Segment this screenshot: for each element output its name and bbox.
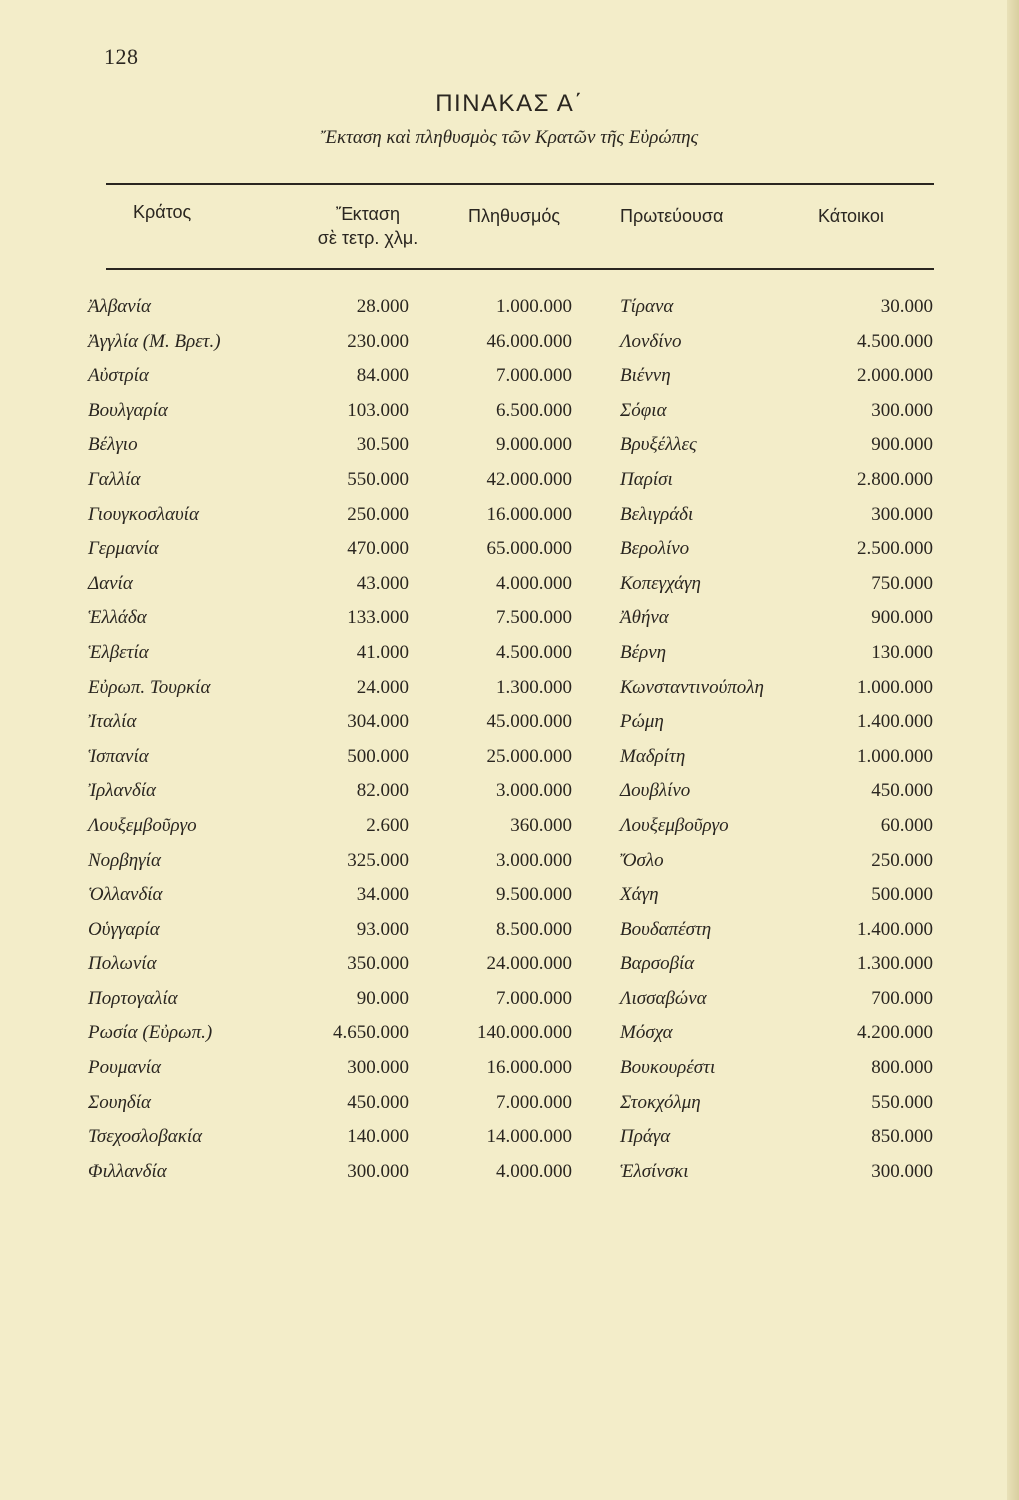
- cell-state: Ἱσπανία: [88, 745, 149, 767]
- cell-inhabitants: 60.000: [880, 814, 933, 836]
- cell-state: Ρωσία (Εὐρωπ.): [88, 1022, 213, 1044]
- cell-state: Βέλγιο: [88, 434, 138, 456]
- cell-inhabitants: 4.500.000: [857, 330, 933, 352]
- cell-area: 350.000: [347, 953, 409, 975]
- table-row: [0, 1161, 1019, 1196]
- header-inhabitants: Κάτοικοι: [818, 206, 884, 226]
- cell-state: Ἑλλάδα: [88, 607, 147, 629]
- cell-inhabitants: 900.000: [871, 434, 933, 456]
- cell-area: 325.000: [347, 849, 409, 871]
- cell-inhabitants: 2.000.000: [857, 365, 933, 387]
- cell-area: 450.000: [347, 1091, 409, 1113]
- cell-area: 230.000: [347, 330, 409, 352]
- cell-state: Γερμανία: [88, 538, 159, 560]
- header-capital: Πρωτεύουσα: [620, 206, 724, 226]
- cell-area: 93.000: [356, 918, 409, 940]
- header-rule: [106, 268, 934, 270]
- table-row: [0, 434, 1019, 469]
- table-body: [0, 296, 1019, 1195]
- cell-area: 470.000: [347, 538, 409, 560]
- header-area-line2: σὲ τετρ. χλμ.: [317, 228, 419, 248]
- table-row: [0, 296, 1019, 331]
- table-row: [0, 711, 1019, 746]
- table-row: [0, 573, 1019, 608]
- cell-inhabitants: 300.000: [871, 503, 933, 525]
- cell-population: 65.000.000: [486, 538, 572, 560]
- cell-state: Βουλγαρία: [88, 399, 168, 421]
- cell-area: 90.000: [356, 987, 409, 1009]
- cell-population: 25.000.000: [486, 745, 572, 767]
- table-row: [0, 504, 1019, 539]
- cell-population: 45.000.000: [486, 711, 572, 733]
- cell-population: 9.000.000: [496, 434, 572, 456]
- table-row: [0, 988, 1019, 1023]
- cell-area: 28.000: [356, 296, 409, 317]
- cell-capital: Τίρανα: [620, 296, 674, 317]
- cell-inhabitants: 2.800.000: [857, 468, 933, 490]
- cell-population: 1.300.000: [496, 676, 572, 698]
- cell-state: Οὑγγαρία: [88, 918, 160, 940]
- table-row: [0, 746, 1019, 781]
- cell-inhabitants: 500.000: [871, 884, 933, 906]
- cell-area: 2.600: [366, 814, 409, 836]
- cell-inhabitants: 130.000: [871, 641, 933, 663]
- cell-inhabitants: 1.000.000: [857, 676, 933, 698]
- cell-area: 41.000: [356, 641, 409, 663]
- cell-state: Πολωνία: [88, 953, 157, 975]
- cell-capital: Ὄσλο: [620, 849, 664, 871]
- table-row: [0, 919, 1019, 954]
- cell-area: 250.000: [347, 503, 409, 525]
- cell-area: 304.000: [347, 711, 409, 733]
- cell-inhabitants: 700.000: [871, 987, 933, 1009]
- table-row: [0, 400, 1019, 435]
- table-row: [0, 677, 1019, 712]
- cell-capital: Μαδρίτη: [620, 745, 686, 767]
- table-row: [0, 780, 1019, 815]
- cell-area: 34.000: [356, 884, 409, 906]
- cell-population: 9.500.000: [496, 884, 572, 906]
- header-area: [288, 202, 448, 250]
- table-row: [0, 953, 1019, 988]
- cell-population: 24.000.000: [486, 953, 572, 975]
- table-row: [0, 607, 1019, 642]
- cell-inhabitants: 30.000: [880, 296, 933, 317]
- table-row: [0, 1057, 1019, 1092]
- cell-state: Πορτογαλία: [88, 987, 178, 1009]
- cell-inhabitants: 1.300.000: [857, 953, 933, 975]
- cell-area: 300.000: [347, 1057, 409, 1079]
- table-row: [0, 469, 1019, 504]
- cell-population: 3.000.000: [496, 849, 572, 871]
- cell-inhabitants: 550.000: [871, 1091, 933, 1113]
- cell-population: 42.000.000: [486, 468, 572, 490]
- cell-population: 4.000.000: [496, 1160, 572, 1182]
- cell-capital: Ἑλσίνσκι: [620, 1160, 689, 1182]
- cell-population: 360.000: [510, 814, 572, 836]
- cell-inhabitants: 2.500.000: [857, 538, 933, 560]
- cell-state: Αὐστρία: [88, 365, 149, 387]
- cell-population: 6.500.000: [496, 399, 572, 421]
- cell-capital: Βελιγράδι: [620, 503, 694, 525]
- header-population: Πληθυσμός: [468, 206, 561, 226]
- cell-area: 300.000: [347, 1160, 409, 1182]
- cell-state: Δανία: [88, 572, 133, 594]
- top-rule: [106, 183, 934, 185]
- cell-state: Εὐρωπ. Τουρκία: [88, 676, 211, 698]
- cell-area: 500.000: [347, 745, 409, 767]
- cell-population: 7.000.000: [496, 1091, 572, 1113]
- cell-capital: Βουδαπέστη: [620, 918, 712, 940]
- table-row: [0, 815, 1019, 850]
- cell-population: 4.000.000: [496, 572, 572, 594]
- cell-inhabitants: 4.200.000: [857, 1022, 933, 1044]
- cell-capital: Δουβλίνο: [620, 780, 691, 802]
- cell-inhabitants: 300.000: [871, 1160, 933, 1182]
- cell-capital: Στοκχόλμη: [620, 1091, 701, 1113]
- cell-inhabitants: 1.400.000: [857, 918, 933, 940]
- cell-population: 7.500.000: [496, 607, 572, 629]
- cell-capital: Λονδίνο: [620, 330, 682, 352]
- cell-inhabitants: 900.000: [871, 607, 933, 629]
- cell-state: Ἰρλανδία: [88, 780, 157, 802]
- table-row: [0, 850, 1019, 885]
- cell-inhabitants: 800.000: [871, 1057, 933, 1079]
- cell-capital: Μόσχα: [620, 1022, 673, 1044]
- cell-area: 4.650.000: [333, 1022, 409, 1044]
- cell-state: Ρουμανία: [88, 1057, 162, 1079]
- table-row: [0, 884, 1019, 919]
- cell-inhabitants: 250.000: [871, 849, 933, 871]
- cell-state: Ἰταλία: [88, 711, 137, 733]
- cell-area: 103.000: [347, 399, 409, 421]
- cell-population: 140.000.000: [477, 1022, 572, 1044]
- cell-capital: Πράγα: [620, 1126, 671, 1148]
- cell-inhabitants: 1.000.000: [857, 745, 933, 767]
- cell-state: Ὁλλανδία: [88, 884, 163, 906]
- cell-state: Γιουγκοσλαυία: [88, 503, 199, 525]
- cell-population: 7.000.000: [496, 987, 572, 1009]
- table-row: [0, 1126, 1019, 1161]
- cell-capital: Βερολίνο: [620, 538, 690, 560]
- table-title: ΠΙΝΑΚΑΣ Α΄: [435, 90, 584, 117]
- cell-state: Νορβηγία: [88, 849, 161, 871]
- cell-population: 16.000.000: [486, 1057, 572, 1079]
- cell-state: Σουηδία: [88, 1091, 152, 1113]
- cell-capital: Βέρνη: [620, 641, 667, 663]
- table-row: [0, 365, 1019, 400]
- cell-population: 4.500.000: [496, 641, 572, 663]
- table-row: [0, 642, 1019, 677]
- cell-state: Λουξεμβοῦργο: [88, 814, 197, 836]
- page-number: 128: [104, 44, 139, 69]
- cell-capital: Παρίσι: [620, 468, 673, 490]
- table-row: [0, 1022, 1019, 1057]
- cell-capital: Ρώμη: [620, 711, 664, 733]
- cell-capital: Σόφια: [620, 399, 667, 421]
- cell-area: 140.000: [347, 1126, 409, 1148]
- cell-area: 84.000: [356, 365, 409, 387]
- cell-capital: Βιέννη: [620, 365, 671, 387]
- header-state: Κράτος: [133, 202, 192, 222]
- cell-capital: Ἀθήνα: [620, 607, 669, 629]
- cell-state: Ἀγγλία (Μ. Βρετ.): [88, 330, 221, 352]
- cell-capital: Λουξεμβοῦργο: [620, 814, 729, 836]
- cell-population: 16.000.000: [486, 503, 572, 525]
- cell-capital: Βρυξέλλες: [620, 434, 697, 456]
- cell-capital: Βαρσοβία: [620, 953, 695, 975]
- cell-capital: Κωνσταντινούπολη: [620, 676, 764, 698]
- cell-state: Τσεχοσλοβακία: [88, 1126, 203, 1148]
- cell-inhabitants: 300.000: [871, 399, 933, 421]
- cell-population: 1.000.000: [496, 296, 572, 317]
- cell-state: Γαλλία: [88, 468, 141, 490]
- cell-capital: Βουκουρέστι: [620, 1057, 716, 1079]
- table-header: [0, 200, 1019, 264]
- cell-state: Φιλλανδία: [88, 1160, 167, 1182]
- cell-inhabitants: 450.000: [871, 780, 933, 802]
- cell-population: 46.000.000: [486, 330, 572, 352]
- cell-capital: Κοπεγχάγη: [620, 572, 701, 594]
- table-row: [0, 1092, 1019, 1127]
- cell-population: 7.000.000: [496, 365, 572, 387]
- table-row: [0, 538, 1019, 573]
- cell-inhabitants: 750.000: [871, 572, 933, 594]
- cell-capital: Λισσαβώνα: [620, 987, 707, 1009]
- cell-area: 30.500: [356, 434, 409, 456]
- cell-area: 550.000: [347, 468, 409, 490]
- table-row: [0, 331, 1019, 366]
- cell-area: 24.000: [356, 676, 409, 698]
- cell-inhabitants: 850.000: [871, 1126, 933, 1148]
- header-area-line1: Ἔκταση: [335, 204, 401, 224]
- cell-area: 133.000: [347, 607, 409, 629]
- cell-population: 8.500.000: [496, 918, 572, 940]
- cell-capital: Χάγη: [620, 884, 659, 906]
- table-subtitle: Ἔκταση καὶ πληθυσμὸς τῶν Κρατῶν τῆς Εὐρώπης: [320, 127, 699, 148]
- cell-state: Ἑλβετία: [88, 641, 149, 663]
- cell-population: 3.000.000: [496, 780, 572, 802]
- cell-inhabitants: 1.400.000: [857, 711, 933, 733]
- cell-area: 82.000: [356, 780, 409, 802]
- cell-population: 14.000.000: [486, 1126, 572, 1148]
- cell-area: 43.000: [356, 572, 409, 594]
- cell-state: Ἀλβανία: [88, 296, 151, 317]
